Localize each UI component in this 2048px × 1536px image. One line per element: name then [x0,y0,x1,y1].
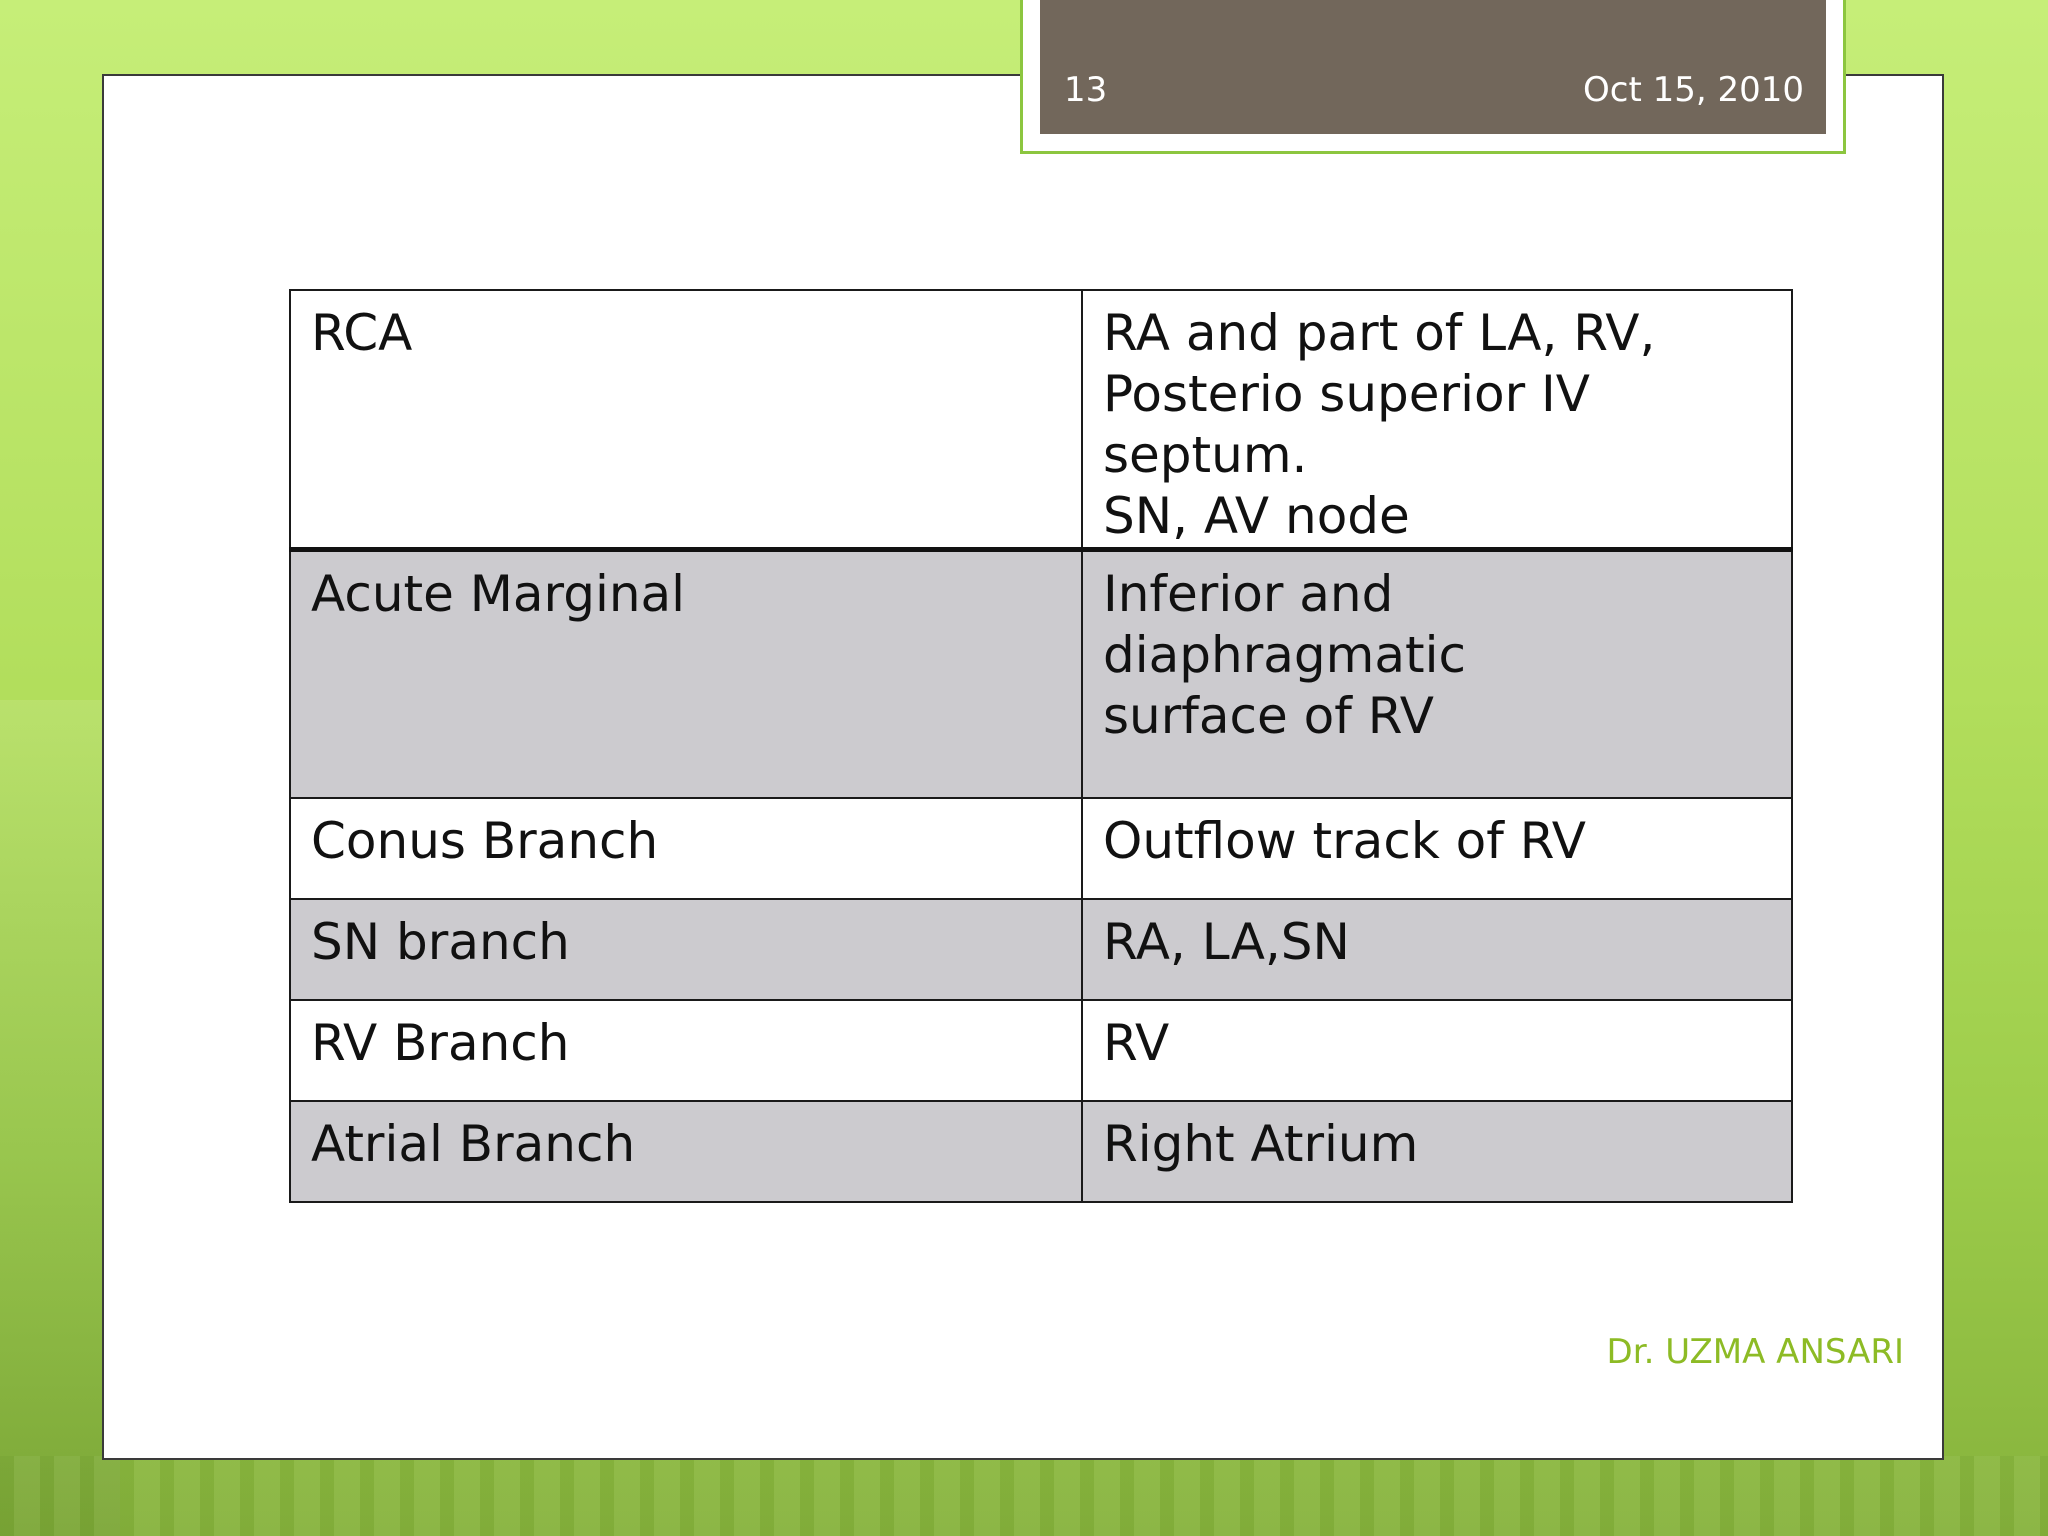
supply-line: RA, LA,SN [1103,913,1350,971]
supply-line: Right Atrium [1103,1115,1419,1173]
table-row [290,550,1792,799]
table-cell-supply [1082,550,1792,799]
table-row [290,1101,1792,1202]
table-cell-artery: SN branch [290,899,1082,1000]
table-row [290,798,1792,899]
supply-line: RV [1103,1014,1170,1072]
supply-line: Posterio superior IV septum. [1103,365,1590,484]
table-cell-artery: RCA [290,290,1082,550]
table-row [290,1000,1792,1101]
background-stripes [0,1456,2048,1536]
table-cell-artery: Acute Marginal [290,550,1082,799]
table-cell-artery: Atrial Branch [290,1101,1082,1202]
supply-line: surface of RV [1103,687,1434,745]
table-row [290,290,1792,550]
supply-line: SN, AV node [1103,487,1410,545]
slide-number: 13 [1064,70,1108,110]
footer-author: Dr. UZMA ANSARI [1606,1332,1904,1372]
table-row [290,899,1792,1000]
table-cell-supply [1082,1101,1792,1202]
supply-line: Inferior and diaphragmatic [1103,565,1466,684]
content-table [289,289,1793,1203]
table-cell-supply [1082,899,1792,1000]
supply-line: RA and part of LA, RV, [1103,304,1656,362]
table-cell-supply [1082,290,1792,550]
supply-line: Outflow track of RV [1103,812,1586,870]
slide-header [1040,0,1826,134]
table-cell-supply [1082,1000,1792,1101]
slide-date: Oct 15, 2010 [1583,70,1804,110]
table-cell-supply [1082,798,1792,899]
table-cell-artery: Conus Branch [290,798,1082,899]
table-cell-artery: RV Branch [290,1000,1082,1101]
